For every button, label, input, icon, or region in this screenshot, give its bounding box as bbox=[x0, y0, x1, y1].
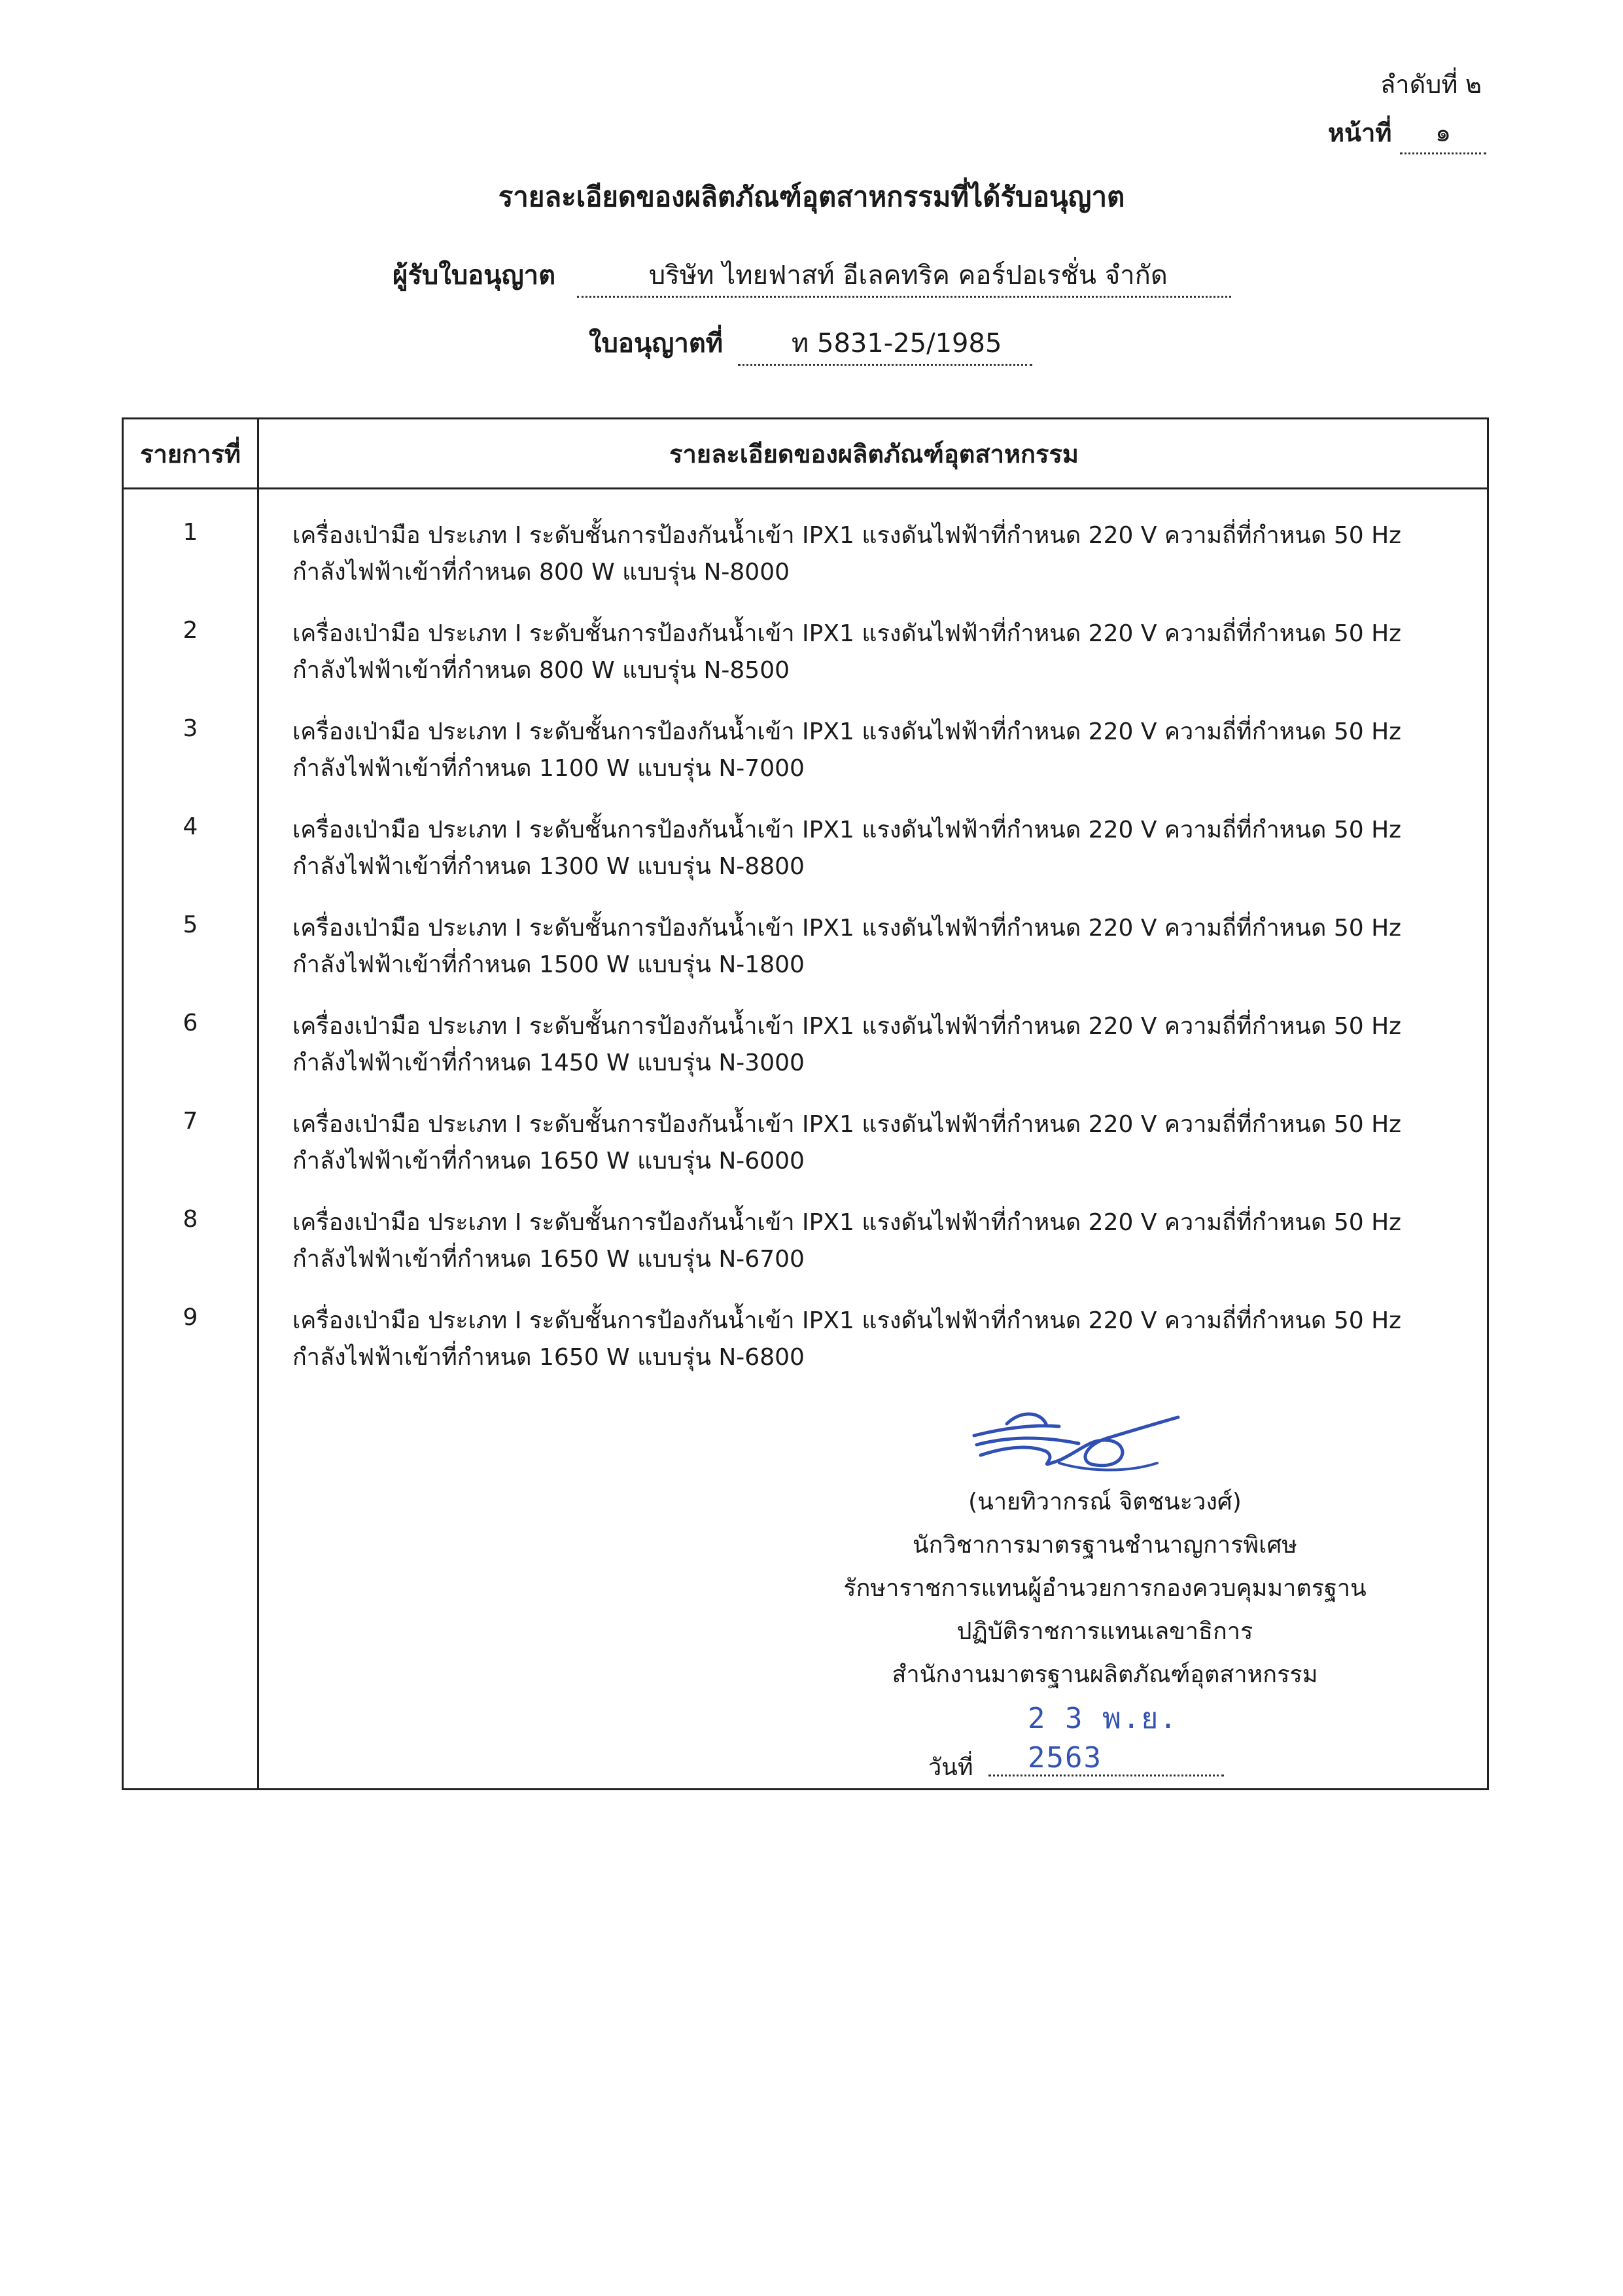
row-detail bbox=[292, 518, 1470, 591]
row-detail-line1: เครื่องเป่ามือ ประเภท I ระดับชั้นการป้องกันน้ำเข้า IPX1 แรงดันไฟฟ้าที่กำหนด 220 V ความถี่ที่กำหนด 50 Hz bbox=[292, 1209, 1402, 1236]
row-detail bbox=[292, 1303, 1470, 1376]
licensee-row bbox=[393, 254, 1231, 298]
row-detail bbox=[292, 812, 1470, 885]
row-detail bbox=[292, 1205, 1470, 1278]
document-title: รายละเอียดของผลิตภัณฑ์อุตสาหกรรมที่ได้รับอนุญาต bbox=[498, 181, 1125, 213]
date-label: วันที่ bbox=[928, 1754, 973, 1781]
row-detail-line2: กำลังไฟฟ้าเข้าที่กำหนด 1650 W แบบรุ่น N-6800 bbox=[292, 1344, 805, 1371]
row-number: 2 bbox=[183, 617, 198, 644]
row-detail-line2: กำลังไฟฟ้าเข้าที่กำหนด 1650 W แบบรุ่น N-6000 bbox=[292, 1148, 805, 1174]
license-row bbox=[589, 322, 1032, 366]
signatory-block bbox=[778, 1481, 1432, 1697]
row-detail bbox=[292, 616, 1470, 689]
column-divider bbox=[257, 419, 259, 1788]
licensee-value: บริษัท ไทยฟาสท์ อีเลคทริค คอร์ปอเรชั่น จำกัด bbox=[577, 254, 1231, 298]
row-number: 4 bbox=[183, 813, 198, 840]
license-label: ใบอนุญาตที่ bbox=[589, 328, 724, 359]
row-detail-line2: กำลังไฟฟ้าเข้าที่กำหนด 800 W แบบรุ่น N-8500 bbox=[292, 657, 790, 684]
row-detail-line1: เครื่องเป่ามือ ประเภท I ระดับชั้นการป้องกันน้ำเข้า IPX1 แรงดันไฟฟ้าที่กำหนด 220 V ความถี่ที่กำหนด 50 Hz bbox=[292, 915, 1402, 942]
date-stamp: 2 3 พ.ย. 2563 bbox=[988, 1695, 1224, 1776]
sequence-label: ลำดับที่ bbox=[1380, 70, 1458, 99]
row-detail-line2: กำลังไฟฟ้าเข้าที่กำหนด 1100 W แบบรุ่น N-7000 bbox=[292, 755, 805, 782]
row-detail-line1: เครื่องเป่ามือ ประเภท I ระดับชั้นการป้องกันน้ำเข้า IPX1 แรงดันไฟฟ้าที่กำหนด 220 V ความถี่ที่กำหนด 50 Hz bbox=[292, 817, 1402, 843]
signatory-position-1: นักวิชาการมาตรฐานชำนาญการพิเศษ bbox=[912, 1532, 1298, 1559]
row-detail-line1: เครื่องเป่ามือ ประเภท I ระดับชั้นการป้องกันน้ำเข้า IPX1 แรงดันไฟฟ้าที่กำหนด 220 V ความถี่ที่กำหนด 50 Hz bbox=[292, 1111, 1402, 1138]
row-detail-line2: กำลังไฟฟ้าเข้าที่กำหนด 1450 W แบบรุ่น N-3000 bbox=[292, 1050, 805, 1076]
row-number: 3 bbox=[183, 715, 198, 742]
row-detail-line1: เครื่องเป่ามือ ประเภท I ระดับชั้นการป้องกันน้ำเข้า IPX1 แรงดันไฟฟ้าที่กำหนด 220 V ความถี่ที่กำหนด 50 Hz bbox=[292, 718, 1402, 745]
row-detail bbox=[292, 1008, 1470, 1082]
row-detail-line1: เครื่องเป่ามือ ประเภท I ระดับชั้นการป้องกันน้ำเข้า IPX1 แรงดันไฟฟ้าที่กำหนด 220 V ความถี่ที่กำหนด 50 Hz bbox=[292, 522, 1402, 549]
row-detail-line2: กำลังไฟฟ้าเข้าที่กำหนด 800 W แบบรุ่น N-8000 bbox=[292, 559, 790, 586]
row-number: 5 bbox=[183, 911, 198, 938]
date-row bbox=[928, 1703, 1224, 1786]
product-table bbox=[122, 417, 1489, 1790]
row-detail bbox=[292, 714, 1470, 787]
header-divider bbox=[124, 487, 1487, 489]
row-number: 6 bbox=[183, 1010, 198, 1036]
row-detail-line2: กำลังไฟฟ้าเข้าที่กำหนด 1650 W แบบรุ่น N-6700 bbox=[292, 1246, 805, 1273]
row-detail-line1: เครื่องเป่ามือ ประเภท I ระดับชั้นการป้องกันน้ำเข้า IPX1 แรงดันไฟฟ้าที่กำหนด 220 V ความถี่ที่กำหนด 50 Hz bbox=[292, 620, 1402, 647]
signatory-name: (นายทิวากรณ์ จิตชนะวงศ์) bbox=[968, 1489, 1242, 1515]
column-header-item-number: รายการที่ bbox=[140, 440, 241, 468]
row-detail bbox=[292, 910, 1470, 983]
row-number: 8 bbox=[183, 1206, 198, 1233]
row-number: 1 bbox=[183, 519, 198, 546]
row-detail-line2: กำลังไฟฟ้าเข้าที่กำหนด 1300 W แบบรุ่น N-8800 bbox=[292, 853, 805, 880]
row-number: 7 bbox=[183, 1108, 198, 1135]
page-value: ๑ bbox=[1400, 113, 1486, 154]
signatory-position-3: ปฏิบัติราชการแทนเลขาธิการ bbox=[956, 1618, 1253, 1645]
row-detail bbox=[292, 1106, 1470, 1180]
page-label: หน้าที่ bbox=[1328, 118, 1392, 147]
sequence-value: ๒ bbox=[1465, 70, 1482, 99]
signatory-position-2: รักษาราชการแทนผู้อำนวยการกองควบคุมมาตรฐาน bbox=[843, 1575, 1367, 1602]
row-detail-line2: กำลังไฟฟ้าเข้าที่กำหนด 1500 W แบบรุ่น N-1800 bbox=[292, 951, 805, 978]
column-header-product-detail: รายละเอียดของผลิตภัณฑ์อุตสาหกรรม bbox=[669, 440, 1079, 468]
licensee-label: ผู้รับใบอนุญาต bbox=[393, 260, 556, 291]
handwritten-signature bbox=[961, 1398, 1183, 1483]
row-number: 9 bbox=[183, 1304, 198, 1331]
row-detail-line1: เครื่องเป่ามือ ประเภท I ระดับชั้นการป้องกันน้ำเข้า IPX1 แรงดันไฟฟ้าที่กำหนด 220 V ความถี่ที่กำหนด 50 Hz bbox=[292, 1013, 1402, 1040]
license-number: ท 5831-25/1985 bbox=[738, 322, 1032, 366]
row-detail-line1: เครื่องเป่ามือ ประเภท I ระดับชั้นการป้องกันน้ำเข้า IPX1 แรงดันไฟฟ้าที่กำหนด 220 V ความถี่ที่กำหนด 50 Hz bbox=[292, 1307, 1402, 1334]
signatory-office: สำนักงานมาตรฐานผลิตภัณฑ์อุตสาหกรรม bbox=[892, 1661, 1318, 1688]
